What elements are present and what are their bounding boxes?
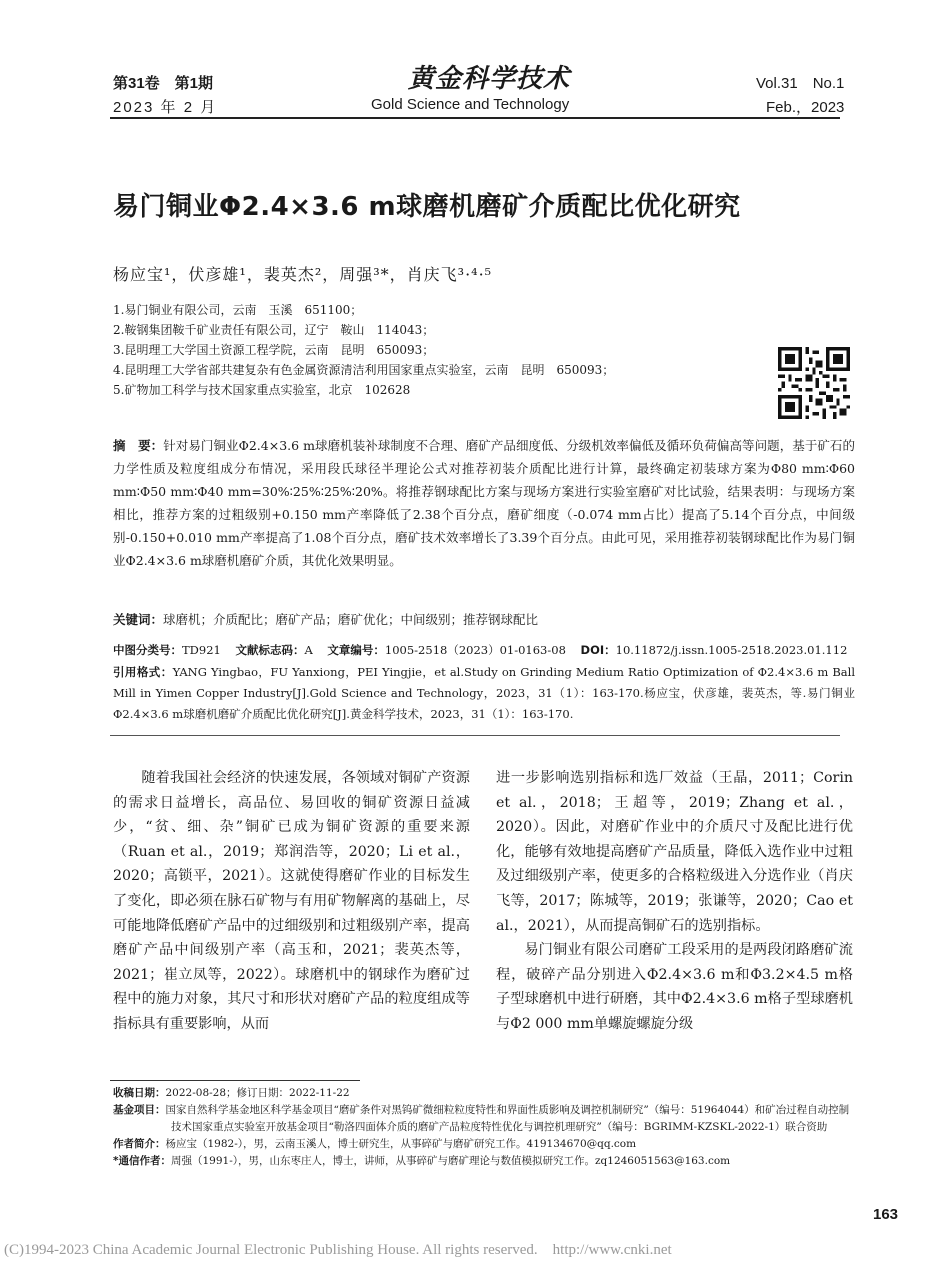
- received-value: 2022-08-28；修订日期：2022-11-22: [165, 1087, 350, 1099]
- received-date: [113, 1085, 855, 1102]
- affiliation-4: 4.昆明理工大学省部共建复杂有色金属资源清洁利用国家重点实验室，云南 昆明 650093；: [113, 363, 615, 377]
- doi-label: DOI：: [580, 643, 616, 657]
- affiliation-5: 5.矿物加工科学与技术国家重点实验室，北京 102628: [113, 383, 411, 397]
- qr-code-icon[interactable]: [778, 347, 850, 419]
- journal-logo: 黄金科学技术: [408, 64, 571, 94]
- abstract-text: 针对易门铜业Φ2.4×3.6 m球磨机装补球制度不合理、磨矿产品细度低、分级机效率偏低及循环负荷偏高等问题，基于矿石的力学性质及粒度组成分布情况，采用段氏球径半理论公式对推荐初装介质配比进行计算，最终确定初装球方案为Φ80 mm∶Φ60 mm∶Φ50 mm∶Φ40 mm=30%∶25%∶25%∶20%。将推荐钢球配比方案与现场方案进行实验室磨矿对比试验，结果表明：与现场方案相比，推荐方案的过粗级别+0.150 mm产率降低了2.38个百分点，磨矿细度（-0.074 mm占比）提高了5.14个百分点，中间级别-0.150+0.010 mm产率提高了1.08个百分点，磨矿技术效率增长了3.39个百分点。由此可见，采用推荐初装钢球配比作为易门铜业Φ2.4×3.6 m球磨机磨矿介质，其优化效果明显。: [113, 438, 855, 568]
- abstract-label: 摘 要：: [113, 438, 164, 453]
- volume-issue-cn: 第31卷 第1期: [113, 75, 214, 92]
- volume-issue-en: Vol.31 No.1: [756, 75, 845, 92]
- doi-link[interactable]: 10.11872/j.issn.1005-2518.2023.01.112: [615, 643, 848, 657]
- footnotes: [113, 1085, 855, 1170]
- affiliation-3: 3.昆明理工大学国土资源工程学院，云南 昆明 650093；: [113, 343, 435, 357]
- body-paragraph-1: 随着我国社会经济的快速发展，各领域对铜矿产资源的需求日益增长，高品位、易回收的铜矿资源日益减少，“贫、细、杂”铜矿已成为铜矿资源的重要来源（Ruan et al.，2019；郑润浩等，2020；Li et al.，2020；高锁平，2021）。这就使得磨矿作业的目标发生了变化，即必须在脉石矿物与有用矿物解离的基础上，尽可能地降低磨矿产品中的过细级别和过粗级别产率，提高磨矿产品中间级别产率（高玉和，2021；裴英杰等，2021；崔立凤等，2022）。球磨机中的钢球作为磨矿过程中的施力对象，其尺寸和形状对磨矿产品的粒度组成等指标具有重要影响，从而: [113, 770, 470, 1032]
- copyright-notice: (C)1994-2023 China Academic Journal Electronic Publishing House. All rights reserved. http://www.cnki.net: [4, 1242, 672, 1258]
- clc-code: TD921: [182, 643, 221, 657]
- fund-value: 国家自然科学基金地区科学基金项目“磨矿条件对黑钨矿微细粒粒度特性和界面性质影响及调控机制研究”（编号：51964044）和矿冶过程自动控制技术国家重点实验室开放基金项目“勒洛四面体介质的磨矿产品粒度特性优化与调控机理研究”（编号：BGRIMM-KZSKL-2022-1）联合资助: [165, 1104, 850, 1133]
- doc-code-label: 文献标志码：: [235, 643, 305, 657]
- corresponding-author: [113, 1153, 855, 1170]
- clc-label: 中图分类号：: [113, 643, 182, 657]
- keywords-label: 关键词：: [113, 612, 164, 627]
- author-bio-value: 杨应宝（1982-），男，云南玉溪人，博士研究生，从事碎矿与磨矿研究工作。419134670@qq.com: [165, 1138, 637, 1150]
- body-paragraph-2: 易门铜业有限公司磨矿工段采用的是两段闭路磨矿流程，破碎产品分别进入Φ2.4×3.6 m和Φ3.2×4.5 m格子型球磨机中进行研磨，其中Φ2.4×3.6 m格子型球磨机与Φ2 000 mm单螺旋螺旋分级: [496, 942, 853, 1032]
- journal-name-en: Gold Science and Technology: [371, 96, 570, 113]
- affiliation-1: 1.易门铜业有限公司，云南 玉溪 651100；: [113, 303, 363, 317]
- page-number: 163: [873, 1206, 899, 1223]
- article-number-label: 文章编号：: [327, 643, 385, 657]
- body-right-column: [496, 766, 853, 1037]
- abstract-block: [113, 434, 855, 572]
- doc-code: A: [304, 643, 313, 657]
- citation-block: [113, 662, 855, 725]
- date-en: Feb.，2023: [766, 99, 845, 116]
- article-number: 1005-2518（2023）01-0163-08: [384, 643, 566, 657]
- article-title: 易门铜业Φ2.4×3.6 m球磨机磨矿介质配比优化研究: [113, 192, 741, 222]
- author-bio-label: 作者简介：: [113, 1138, 166, 1150]
- author-bio: [113, 1136, 855, 1153]
- meta-rule: [110, 735, 840, 736]
- corresponding-label: *通信作者：: [113, 1155, 171, 1167]
- author-list: 杨应宝¹，伏彦雄¹，裴英杰²，周强³*，肖庆飞³·⁴·⁵: [113, 265, 493, 284]
- keywords-block: [113, 609, 538, 631]
- classification-line: [113, 640, 858, 661]
- affiliations: [113, 300, 763, 400]
- citation-label: 引用格式：: [113, 665, 173, 679]
- date-cn: 2023 年 2 月: [113, 99, 218, 116]
- footnote-rule: [110, 1080, 360, 1081]
- citation-text: YANG Yingbao，FU Yanxiong，PEI Yingjie，et al.Study on Grinding Medium Ratio Optimization of Φ2.4×3.6 m Ball Mill in Yimen Copper Industry[J].Gold Science and Technology，2023，31（1）：163-170.杨应宝，伏彦雄，裴英杰，等.易门铜业Φ2.4×3.6 m球磨机磨矿介质配比优化研究[J].黄金科学技术，2023，31（1）：163-170.: [113, 665, 855, 721]
- body-left-column: [113, 766, 470, 1037]
- fund-info: [113, 1102, 855, 1136]
- body-paragraph-1-cont: 进一步影响选别指标和选厂效益（王晶，2011；Corin et al.，2018；王超等，2019；Zhang et al.，2020）。因此，对磨矿作业中的介质尺寸及配比进行优化，能够有效地提高磨矿产品质量，降低入选作业中过粗及过细级别产率，使更多的合格粒级进入分选作业（肖庆飞等，2017；陈城等，2019；张谦等，2020；Cao et al.，2021），从而提高铜矿石的选别指标。: [496, 770, 853, 934]
- keywords-text: 球磨机；介质配比；磨矿产品；磨矿优化；中间级别；推荐钢球配比: [163, 612, 539, 627]
- affiliation-2: 2.鞍钢集团鞍千矿业责任有限公司，辽宁 鞍山 114043；: [113, 323, 435, 337]
- fund-label: 基金项目：: [113, 1104, 166, 1116]
- header-rule: [110, 117, 840, 119]
- received-label: 收稿日期：: [113, 1087, 166, 1099]
- corresponding-value: 周强（1991-），男，山东枣庄人，博士，讲师，从事碎矿与磨矿理论与数值模拟研究工作。zq1246051563@163.com: [171, 1155, 731, 1167]
